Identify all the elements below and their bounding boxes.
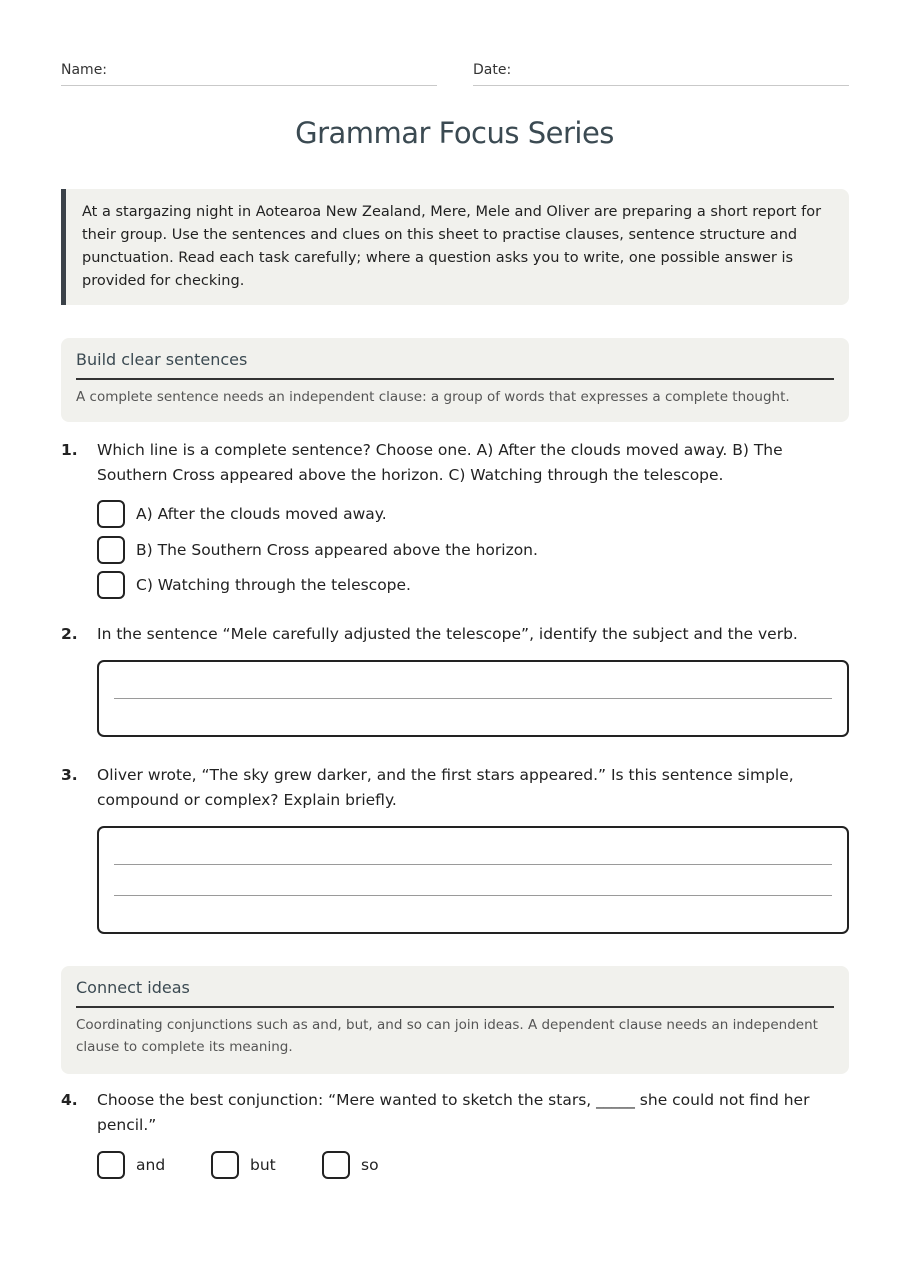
question-number: 4. [61, 1091, 78, 1109]
q1-option-c[interactable] [97, 571, 411, 599]
question-3 [61, 763, 849, 813]
date-field[interactable] [473, 62, 849, 86]
question-2 [61, 622, 849, 647]
checkbox[interactable] [97, 500, 125, 528]
section-title: Connect ideas [76, 978, 834, 1008]
date-label: Date: [473, 62, 512, 78]
question-number: 1. [61, 441, 78, 459]
question-number: 2. [61, 625, 78, 643]
checkbox[interactable] [97, 571, 125, 599]
name-label: Name: [61, 62, 108, 78]
q4-option-but[interactable] [211, 1151, 322, 1179]
q4-options [97, 1151, 379, 1179]
checkbox[interactable] [97, 1151, 125, 1179]
option-label: but [250, 1156, 276, 1174]
q2-answer-box[interactable] [97, 660, 849, 737]
question-4 [61, 1088, 849, 1138]
section-connect-ideas [61, 966, 849, 1074]
question-number: 3. [61, 766, 78, 784]
question-text: Choose the best conjunction: “Mere wanted to sketch the stars, _____ she could not find her pencil.” [97, 1091, 810, 1134]
q3-answer-box[interactable] [97, 826, 849, 934]
page-title: Grammar Focus Series [295, 116, 614, 150]
answer-line [114, 864, 832, 865]
q1-option-a[interactable] [97, 500, 387, 528]
section-description: A complete sentence needs an independent clause: a group of words that expresses a complete thought. [76, 389, 790, 405]
question-text: In the sentence “Mele carefully adjusted the telescope”, identify the subject and the verb. [97, 625, 798, 643]
q1-option-b[interactable] [97, 536, 538, 564]
answer-line [114, 698, 832, 699]
name-field[interactable] [61, 62, 437, 86]
checkbox[interactable] [322, 1151, 350, 1179]
header-row [61, 62, 849, 86]
option-label: C) Watching through the telescope. [136, 576, 411, 594]
option-label: and [136, 1156, 166, 1174]
checkbox[interactable] [211, 1151, 239, 1179]
q4-option-and[interactable] [97, 1151, 211, 1179]
section-build-sentences [61, 338, 849, 422]
checkbox[interactable] [97, 536, 125, 564]
q4-option-so[interactable] [322, 1151, 379, 1179]
intro-box: At a stargazing night in Aotearoa New Zealand, Mere, Mele and Oliver are preparing a short report for their group. Use the sentences and clues on this sheet to practise clauses, sentence structure and punctuation. Read each task carefully; where a question asks you to write, one possible answer is provided for checking. [61, 189, 849, 305]
option-label: A) After the clouds moved away. [136, 505, 387, 523]
question-text: Oliver wrote, “The sky grew darker, and the first stars appeared.” Is this sentence simple, compound or complex? Explain briefly. [97, 766, 794, 809]
section-description: Coordinating conjunctions such as and, but, and so can join ideas. A dependent clause needs an independent clause to complete its meaning. [76, 1017, 818, 1055]
option-label: so [361, 1156, 379, 1174]
section-title: Build clear sentences [76, 350, 834, 380]
option-label: B) The Southern Cross appeared above the horizon. [136, 541, 538, 559]
question-1 [61, 438, 849, 488]
question-text: Which line is a complete sentence? Choose one. A) After the clouds moved away. B) The Southern Cross appeared above the horizon. C) Watching through the telescope. [97, 441, 783, 484]
answer-line [114, 895, 832, 896]
